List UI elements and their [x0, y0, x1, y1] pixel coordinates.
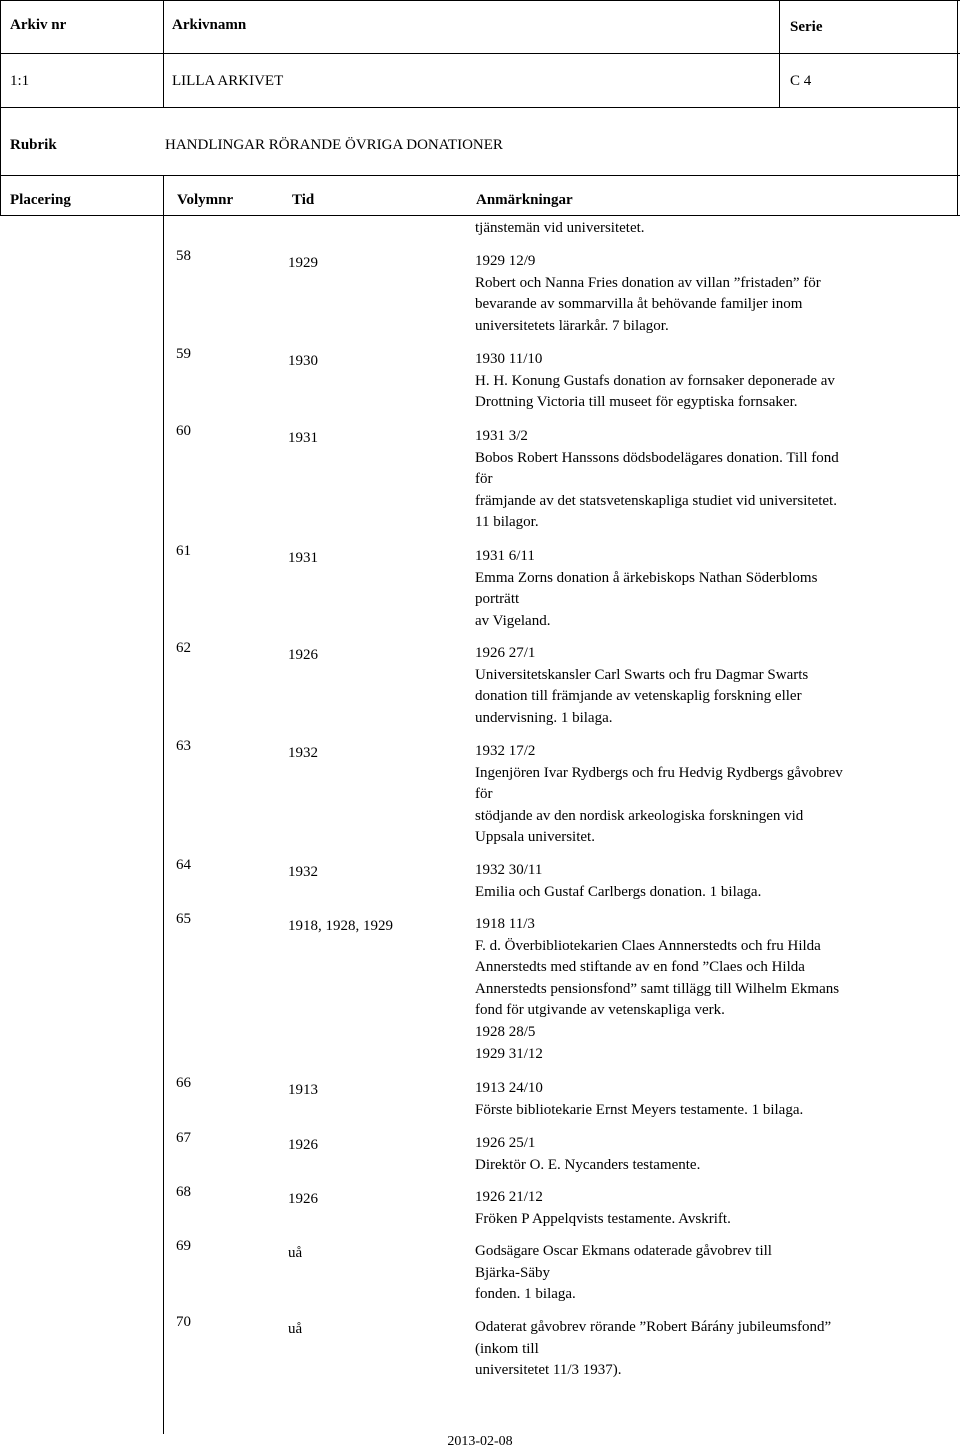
- anmarkning-cell: [475, 1187, 915, 1230]
- arkivnamn-label: Arkivnamn: [172, 17, 247, 33]
- anmarkning-line: Drottning Victoria till museet för egyptiska fornsaker.: [475, 394, 798, 411]
- anmarkning-line: för: [475, 786, 493, 803]
- header-divider-b: [163, 0, 164, 107]
- anmarkning-line: universitetet 11/3 1937).: [475, 1362, 622, 1379]
- anmarkning-line: 1932 17/2: [475, 743, 536, 759]
- anmarkning-line: Annerstedts pensionsfond” samt tillägg till Wilhelm Ekmans: [475, 980, 840, 997]
- anmarkning-line: Uppsala universitet.: [475, 829, 595, 846]
- tid-header: Tid: [292, 192, 315, 208]
- volymnr-cell: 61: [176, 543, 191, 559]
- anmarkning-line: Direktör O. E. Nycanders testamente.: [475, 1156, 701, 1173]
- anmarkning-cell: [475, 349, 915, 414]
- volymnr-header: Volymnr: [177, 192, 234, 208]
- anmarkning-cell: [475, 643, 915, 729]
- tid-cell: 1926: [288, 647, 318, 663]
- tid-cell: uå: [288, 1321, 303, 1337]
- anmarkning-line: 1932 30/11: [475, 862, 543, 878]
- anmarkning-line: F. d. Överbibliotekarien Claes Annnerstedts och fru Hilda: [475, 937, 821, 954]
- header-rule-2: [0, 107, 960, 108]
- volymnr-cell: 69: [176, 1238, 191, 1254]
- tid-cell: 1931: [288, 550, 318, 566]
- volymnr-cell: 64: [176, 857, 191, 873]
- tid-cell: 1929: [288, 255, 318, 271]
- anmarkning-line: Förste bibliotekarie Ernst Meyers testamente. 1 bilaga.: [475, 1101, 804, 1118]
- tid-cell: 1918, 1928, 1929: [288, 918, 393, 934]
- anmarkning-cell: [475, 426, 915, 534]
- header-rule-4: [0, 215, 960, 216]
- arkivnamn-value: LILLA ARKIVET: [172, 73, 284, 89]
- anmarkning-line: bevarande av sommarvilla åt behövande familjer inom: [475, 296, 803, 313]
- anmarkning-line: Ingenjören Ivar Rydbergs och fru Hedvig Rydbergs gåvobrev: [475, 764, 843, 781]
- header-divider-c: [779, 0, 780, 107]
- volymnr-cell: 59: [176, 346, 191, 362]
- anmarkning-line: Emma Zorns donation å ärkebiskops Nathan Söderbloms: [475, 569, 818, 586]
- anmarkning-line: 11 bilagor.: [475, 514, 539, 531]
- anmarkning-line: Emilia och Gustaf Carlbergs donation. 1 bilaga.: [475, 883, 762, 900]
- anmarkning-cell: [475, 914, 915, 1065]
- tid-cell: 1930: [288, 353, 318, 369]
- anmarkning-line: 1918 11/3: [475, 916, 535, 932]
- anmarkning-line: 1926 27/1: [475, 645, 536, 661]
- anmarkning-line: universitetets lärarkår. 7 bilagor.: [475, 317, 669, 334]
- header-rule-1: [0, 53, 960, 54]
- anmarkning-cell: [475, 1078, 915, 1121]
- anmarkning-line: för: [475, 471, 493, 488]
- anmarkning-line: 1926 21/12: [475, 1189, 543, 1205]
- anmarkning-line: Annerstedts med stiftande av en fond ”Claes och Hilda: [475, 959, 805, 976]
- anmarkning-cell: [475, 1241, 915, 1306]
- anmarkning-line: donation till främjande av vetenskaplig forskning eller: [475, 688, 802, 705]
- header-rule-3: [0, 175, 960, 176]
- volymnr-cell: 60: [176, 423, 191, 439]
- anmarkningar-header: Anmärkningar: [476, 192, 573, 208]
- anmarkning-cell: [475, 860, 915, 903]
- anmarkning-cell: [475, 546, 915, 632]
- anmarkning-line: stödjande av den nordisk arkeologiska forskningen vid: [475, 807, 804, 824]
- tid-cell: uå: [288, 1245, 303, 1261]
- anmarkning-line: Fröken P Appelqvists testamente. Avskrift.: [475, 1210, 731, 1227]
- anmarkning-line: fond för utgivande av vetenskapliga verk.: [475, 1002, 725, 1019]
- anmarkning-line: Bobos Robert Hanssons dödsbodelägares donation. Till fond: [475, 449, 839, 466]
- placering-header: Placering: [10, 192, 71, 208]
- continuation-text: tjänstemän vid universitetet.: [475, 220, 645, 236]
- anmarkning-line: främjande av det statsvetenskapliga studiet vid universitetet.: [475, 492, 837, 509]
- anmarkning-cell: [475, 1317, 915, 1382]
- header-divider-e: [0, 107, 1, 215]
- tid-cell: 1926: [288, 1137, 318, 1153]
- anmarkning-cell: [475, 251, 915, 337]
- anmarkning-line: Robert och Nanna Fries donation av villan ”fristaden” för: [475, 274, 821, 291]
- anmarkning-line: 1926 25/1: [475, 1135, 536, 1151]
- tid-cell: 1926: [288, 1191, 318, 1207]
- anmarkning-line: undervisning. 1 bilaga.: [475, 709, 613, 726]
- anmarkning-line: 1929 12/9: [475, 253, 536, 269]
- rubrik-value: HANDLINGAR RÖRANDE ÖVRIGA DONATIONER: [165, 137, 503, 153]
- serie-value: C 4: [790, 73, 812, 89]
- anmarkning-cell: [475, 1133, 915, 1176]
- anmarkning-line: porträtt: [475, 591, 520, 608]
- arkivnr-value: 1:1: [10, 73, 30, 89]
- serie-label: Serie: [790, 19, 823, 35]
- volymnr-cell: 66: [176, 1075, 191, 1091]
- tid-cell: 1913: [288, 1082, 318, 1098]
- volymnr-cell: 70: [176, 1314, 191, 1330]
- anmarkning-line: fonden. 1 bilaga.: [475, 1286, 576, 1303]
- column-divider-placering: [163, 175, 164, 1434]
- anmarkning-line: 1928 28/5: [475, 1023, 536, 1040]
- anmarkning-line: 1931 6/11: [475, 548, 535, 564]
- anmarkning-line: Godsägare Oscar Ekmans odaterade gåvobrev till: [475, 1243, 772, 1259]
- header-divider-a: [0, 0, 1, 107]
- anmarkning-cell: [475, 741, 915, 849]
- tid-cell: 1932: [288, 864, 318, 880]
- anmarkning-line: Universitetskansler Carl Swarts och fru Dagmar Swarts: [475, 666, 809, 683]
- anmarkning-line: 1929 31/12: [475, 1045, 543, 1062]
- rubrik-label: Rubrik: [10, 137, 57, 153]
- volymnr-cell: 62: [176, 640, 191, 656]
- volymnr-cell: 63: [176, 738, 191, 754]
- volymnr-cell: 58: [176, 248, 191, 264]
- volymnr-cell: 67: [176, 1130, 191, 1146]
- header-top-rule: [0, 0, 960, 1]
- anmarkning-line: 1931 3/2: [475, 428, 528, 444]
- volymnr-cell: 68: [176, 1184, 191, 1200]
- anmarkning-line: Odaterat gåvobrev rörande ”Robert Bárány jubileumsfond”: [475, 1319, 832, 1335]
- volymnr-cell: 65: [176, 911, 191, 927]
- anmarkning-line: 1930 11/10: [475, 351, 543, 367]
- anmarkning-line: av Vigeland.: [475, 612, 551, 629]
- anmarkning-line: (inkom till: [475, 1340, 539, 1357]
- tid-cell: 1931: [288, 430, 318, 446]
- tid-cell: 1932: [288, 745, 318, 761]
- anmarkning-line: H. H. Konung Gustafs donation av fornsaker deponerade av: [475, 372, 835, 389]
- footer-date: 2013-02-08: [447, 1434, 513, 1449]
- anmarkning-line: 1913 24/10: [475, 1080, 543, 1096]
- arkivnr-label: Arkiv nr: [10, 17, 67, 33]
- anmarkning-line: Bjärka-Säby: [475, 1264, 550, 1281]
- header-divider-d: [957, 0, 958, 215]
